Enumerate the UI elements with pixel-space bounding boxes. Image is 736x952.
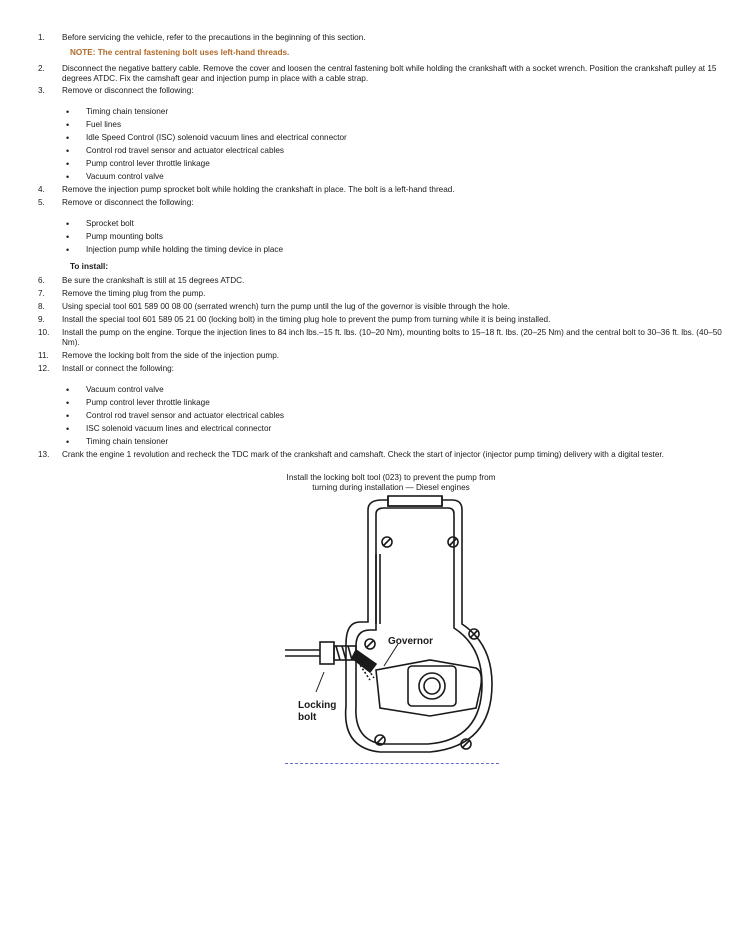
bullet-icon: •: [66, 232, 70, 242]
bullet-icon: •: [66, 398, 70, 408]
list-item-text: Sprocket bolt: [86, 219, 134, 228]
step-text: Remove the timing plug from the pump.: [62, 289, 206, 298]
list-item-text: Injection pump while holding the timing device in place: [86, 245, 284, 254]
step-text: Install the pump on the engine. Torque the injection lines to 84 inch lbs.–15 ft. lbs. (10–20 Nm), mounting bolts to 15–18 ft. lbs. (20–25 Nm) and the central bolt to 30–36 ft. lbs. (40–50 Nm).: [62, 328, 722, 347]
bullet-icon: •: [66, 133, 70, 143]
bullet-icon: •: [66, 120, 70, 130]
bullet-icon: •: [66, 385, 70, 395]
step-text: Before servicing the vehicle, refer to the precautions in the beginning of this section.: [62, 33, 366, 42]
list-item-text: Control rod travel sensor and actuator electrical cables: [86, 146, 284, 155]
bullet-icon: •: [66, 437, 70, 447]
bullet-icon: •: [66, 107, 70, 117]
list-item-text: Timing chain tensioner: [86, 107, 169, 116]
step-number: 1.: [38, 33, 45, 42]
list-item-text: Vacuum control valve: [86, 172, 164, 181]
step-text: Remove the locking bolt from the side of the injection pump.: [62, 351, 280, 360]
step-text: Crank the engine 1 revolution and recheck the TDC mark of the crankshaft and camshaft. Check the start of injector (injector pump timing) delivery with a digital tester.: [62, 450, 664, 459]
step-number: 2.: [38, 64, 45, 73]
bullet-icon: •: [66, 424, 70, 434]
injection-pump-diagram: [280, 494, 500, 756]
list-item-text: Timing chain tensioner: [86, 437, 169, 446]
step-number: 8.: [38, 302, 45, 311]
list-item-text: Pump control lever throttle linkage: [86, 398, 210, 407]
step-number: 6.: [38, 276, 45, 285]
step-text: Remove the injection pump sprocket bolt while holding the crankshaft in place. The bolt is a left-hand thread.: [62, 185, 455, 194]
step-number: 5.: [38, 198, 45, 207]
step-number: 10.: [38, 328, 50, 337]
step-number: 4.: [38, 185, 45, 194]
bullet-icon: •: [66, 219, 70, 229]
note-left-hand-threads: NOTE: The central fastening bolt uses left-hand threads.: [70, 48, 290, 57]
figure-caption-line-2: turning during installation — Diesel engines: [312, 483, 470, 492]
step-text: Remove or disconnect the following:: [62, 198, 194, 207]
bullet-icon: •: [66, 146, 70, 156]
bullet-icon: •: [66, 159, 70, 169]
step-text: Install or connect the following:: [62, 364, 174, 373]
governor-label: Governor: [388, 636, 434, 647]
list-item-text: Control rod travel sensor and actuator electrical cables: [86, 411, 284, 420]
step-text: Using special tool 601 589 00 08 00 (serrated wrench) turn the pump until the lug of the governor is visible through the hole.: [62, 302, 510, 311]
install-heading: To install:: [70, 262, 109, 271]
step-number: 3.: [38, 86, 45, 95]
list-item-text: Fuel lines: [86, 120, 122, 129]
locking-bolt-label-line-2: bolt: [298, 712, 317, 723]
list-item-text: Pump mounting bolts: [86, 232, 163, 241]
bullet-icon: •: [66, 411, 70, 421]
locking-bolt-label-line-1: Locking: [298, 700, 337, 711]
list-item-text: ISC solenoid vacuum lines and electrical connector: [86, 424, 272, 433]
list-item-text: Pump control lever throttle linkage: [86, 159, 210, 168]
figure-caption-line-1: Install the locking bolt tool (023) to prevent the pump from: [286, 473, 496, 482]
step-number: 12.: [38, 364, 50, 373]
bullet-icon: •: [66, 172, 70, 182]
step-text: Be sure the crankshaft is still at 15 degrees ATDC.: [62, 276, 245, 285]
step-text: Remove or disconnect the following:: [62, 86, 194, 95]
step-text: Disconnect the negative battery cable. Remove the cover and loosen the central fastening bolt while holding the crankshaft with a socket wrench. Position the crankshaft pulley at 15 degrees ATDC. Fix the camshaft gear and injection pump in place with a cable strap.: [62, 64, 717, 83]
figure-bottom-rule: [285, 763, 499, 764]
bullet-icon: •: [66, 245, 70, 255]
step-text: Install the special tool 601 589 05 21 00 (locking bolt) in the timing plug hole to prevent the pump from turning while it is being installed.: [62, 315, 551, 324]
step-number: 7.: [38, 289, 45, 298]
list-item-text: Vacuum control valve: [86, 385, 164, 394]
step-number: 9.: [38, 315, 45, 324]
list-item-text: Idle Speed Control (ISC) solenoid vacuum lines and electrical connector: [86, 133, 347, 142]
step-number: 13.: [38, 450, 50, 459]
step-number: 11.: [38, 351, 49, 360]
